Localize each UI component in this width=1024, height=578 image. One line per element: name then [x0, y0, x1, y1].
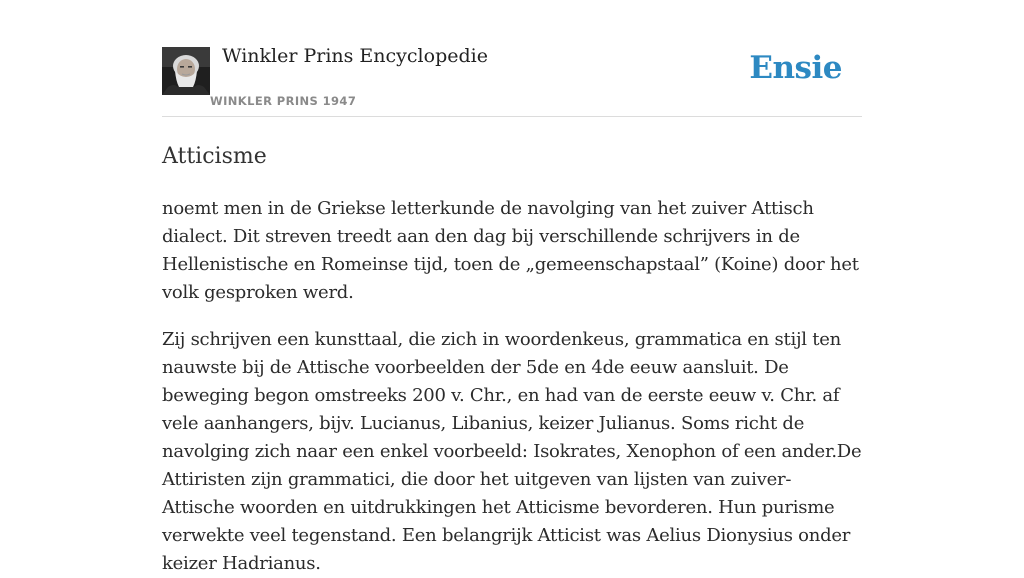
source-header	[162, 0, 862, 117]
source-subtitle[interactable]: WINKLER PRINS 1947	[210, 94, 357, 108]
article-paragraph: noemt men in de Griekse letterkunde de navolging van het zuiver Attisch dialect. Dit streven treedt aan den dag bij verschillende schrijvers in de Hellenistische en Romeinse tijd, toen de „gemeenschapstaal” (Koine) door het volk gesproken werd.	[162, 198, 859, 303]
bearded-man-portrait-icon	[162, 47, 210, 95]
avatar[interactable]	[162, 47, 210, 95]
brand-logo[interactable]: Ensie	[749, 50, 842, 86]
article-container	[162, 0, 862, 578]
article-title: Atticisme	[162, 144, 267, 169]
source-title[interactable]: Winkler Prins Encyclopedie	[222, 45, 488, 67]
article-paragraph: Zij schrijven een kunsttaal, die zich in woordenkeus, grammatica en stijl ten nauwste bij de Attische voorbeelden der 5de en 4de eeuw aansluit. De beweging begon omstreeks 200 v. Chr., en had van de eerste eeuw v. Chr. af vele aanhangers, bijv. Lucianus, Libanius, keizer Julianus. Soms richt de navolging zich naar een enkel voorbeeld: Isokrates, Xenophon of een ander.De Attiristen zijn grammatici, die door het uitgeven van lijsten van zuiver-Attische woorden en uitdrukkingen het Atticisme bevorderen. Hun purisme verwekte veel tegenstand. Een belangrijk Atticist was Aelius Dionysius onder keizer Hadrianus.	[162, 329, 862, 574]
